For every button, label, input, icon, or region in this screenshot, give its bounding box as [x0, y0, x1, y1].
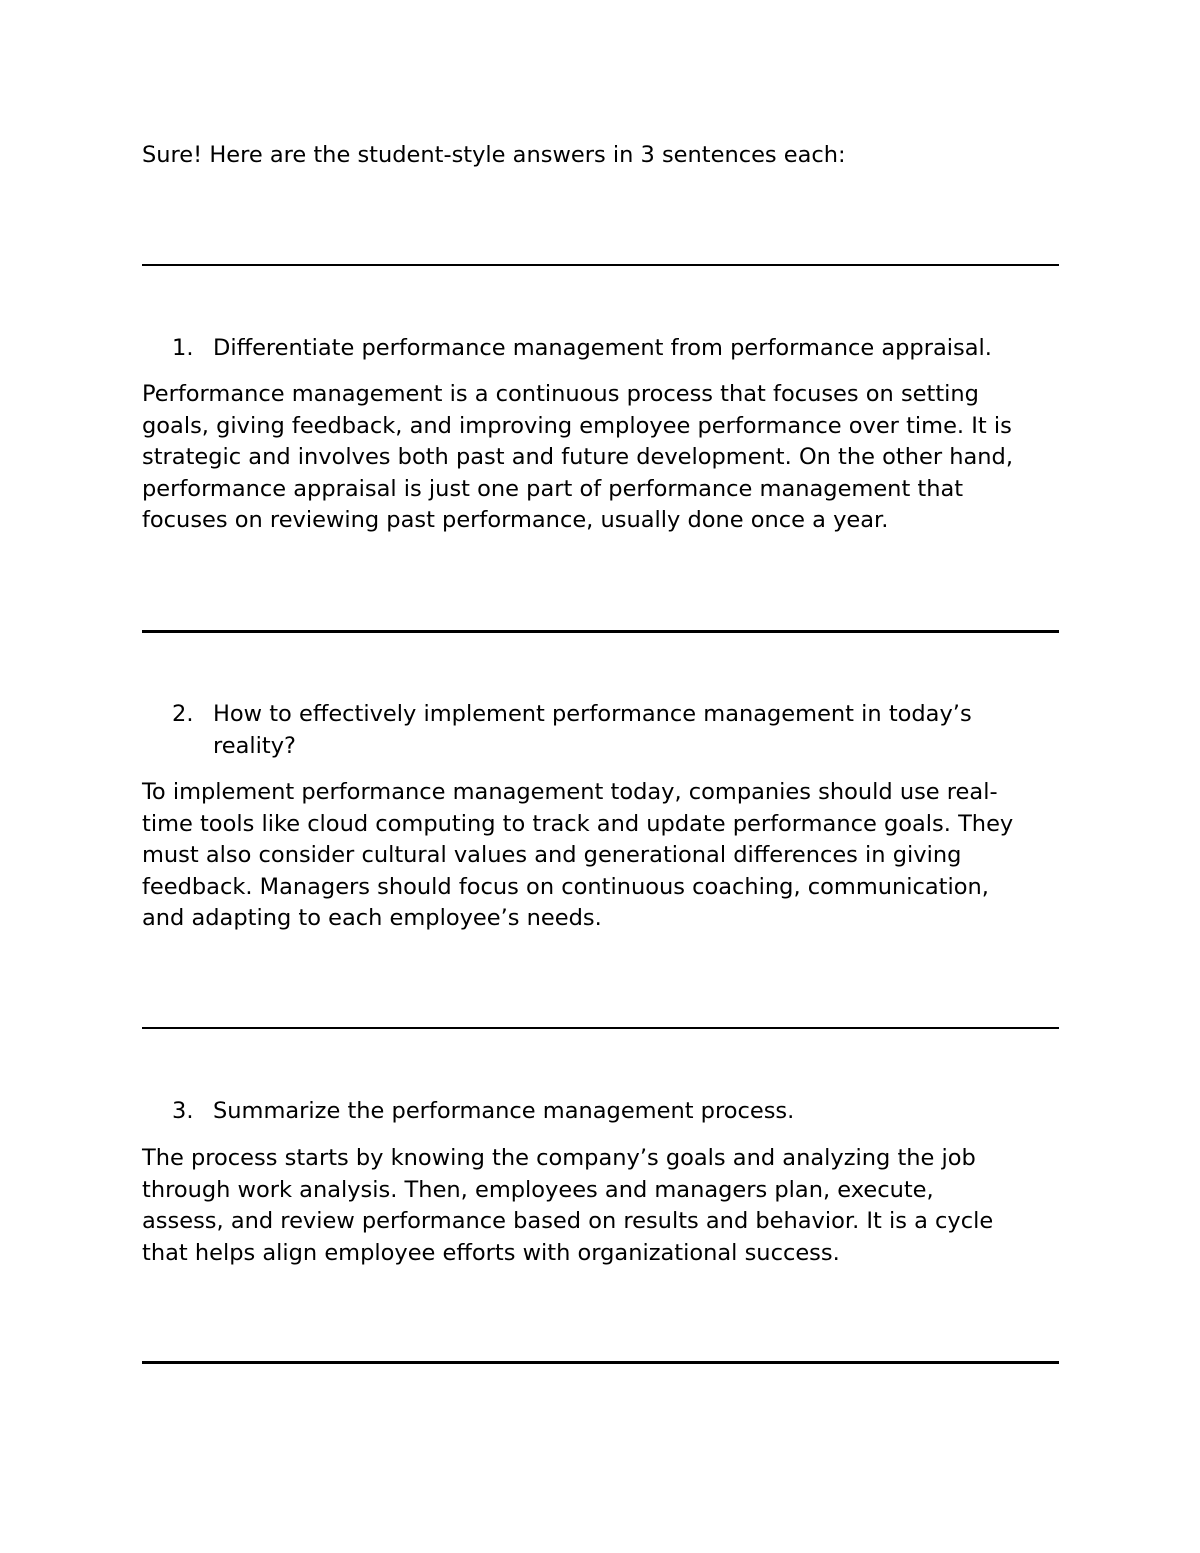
answer-1: Performance management is a continuous process that focuses on setting goals, giving feedback, and improving employee performance over time. It is strategic and involves both past and future development. On the other hand, performance appraisal is just one part of performance management that focuses on reviewing past performance, usually done once a year.: [142, 381, 1013, 533]
horizontal-rule: [142, 1361, 1059, 1364]
question-text: Differentiate performance management from performance appraisal.: [213, 335, 992, 361]
question-2: [172, 699, 1052, 762]
answer-3: The process starts by knowing the company’s goals and analyzing the job through work analysis. Then, employees and managers plan, execute, assess, and review performance based on results and behavior. It is a cycle that helps align employee efforts with organizational success.: [142, 1145, 994, 1266]
question-1: [172, 333, 1052, 365]
horizontal-rule: [142, 264, 1059, 266]
question-number: 3.: [172, 1098, 194, 1124]
horizontal-rule: [142, 1027, 1059, 1029]
question-number: 1.: [172, 335, 194, 361]
question-number: 2.: [172, 701, 194, 727]
intro-text: Sure! Here are the student-style answers in 3 sentences each:: [142, 142, 846, 168]
question-3: [172, 1096, 1052, 1128]
question-text: How to effectively implement performance management in today’s reality?: [213, 701, 972, 759]
horizontal-rule: [142, 630, 1059, 633]
question-text: Summarize the performance management process.: [213, 1098, 795, 1124]
answer-2: To implement performance management today, companies should use real- time tools like cloud computing to track and update performance goals. They must also consider cultural values and generational differences in giving feedback. Managers should focus on continuous coaching, communication, and adapting to each employee’s needs.: [142, 779, 1014, 931]
